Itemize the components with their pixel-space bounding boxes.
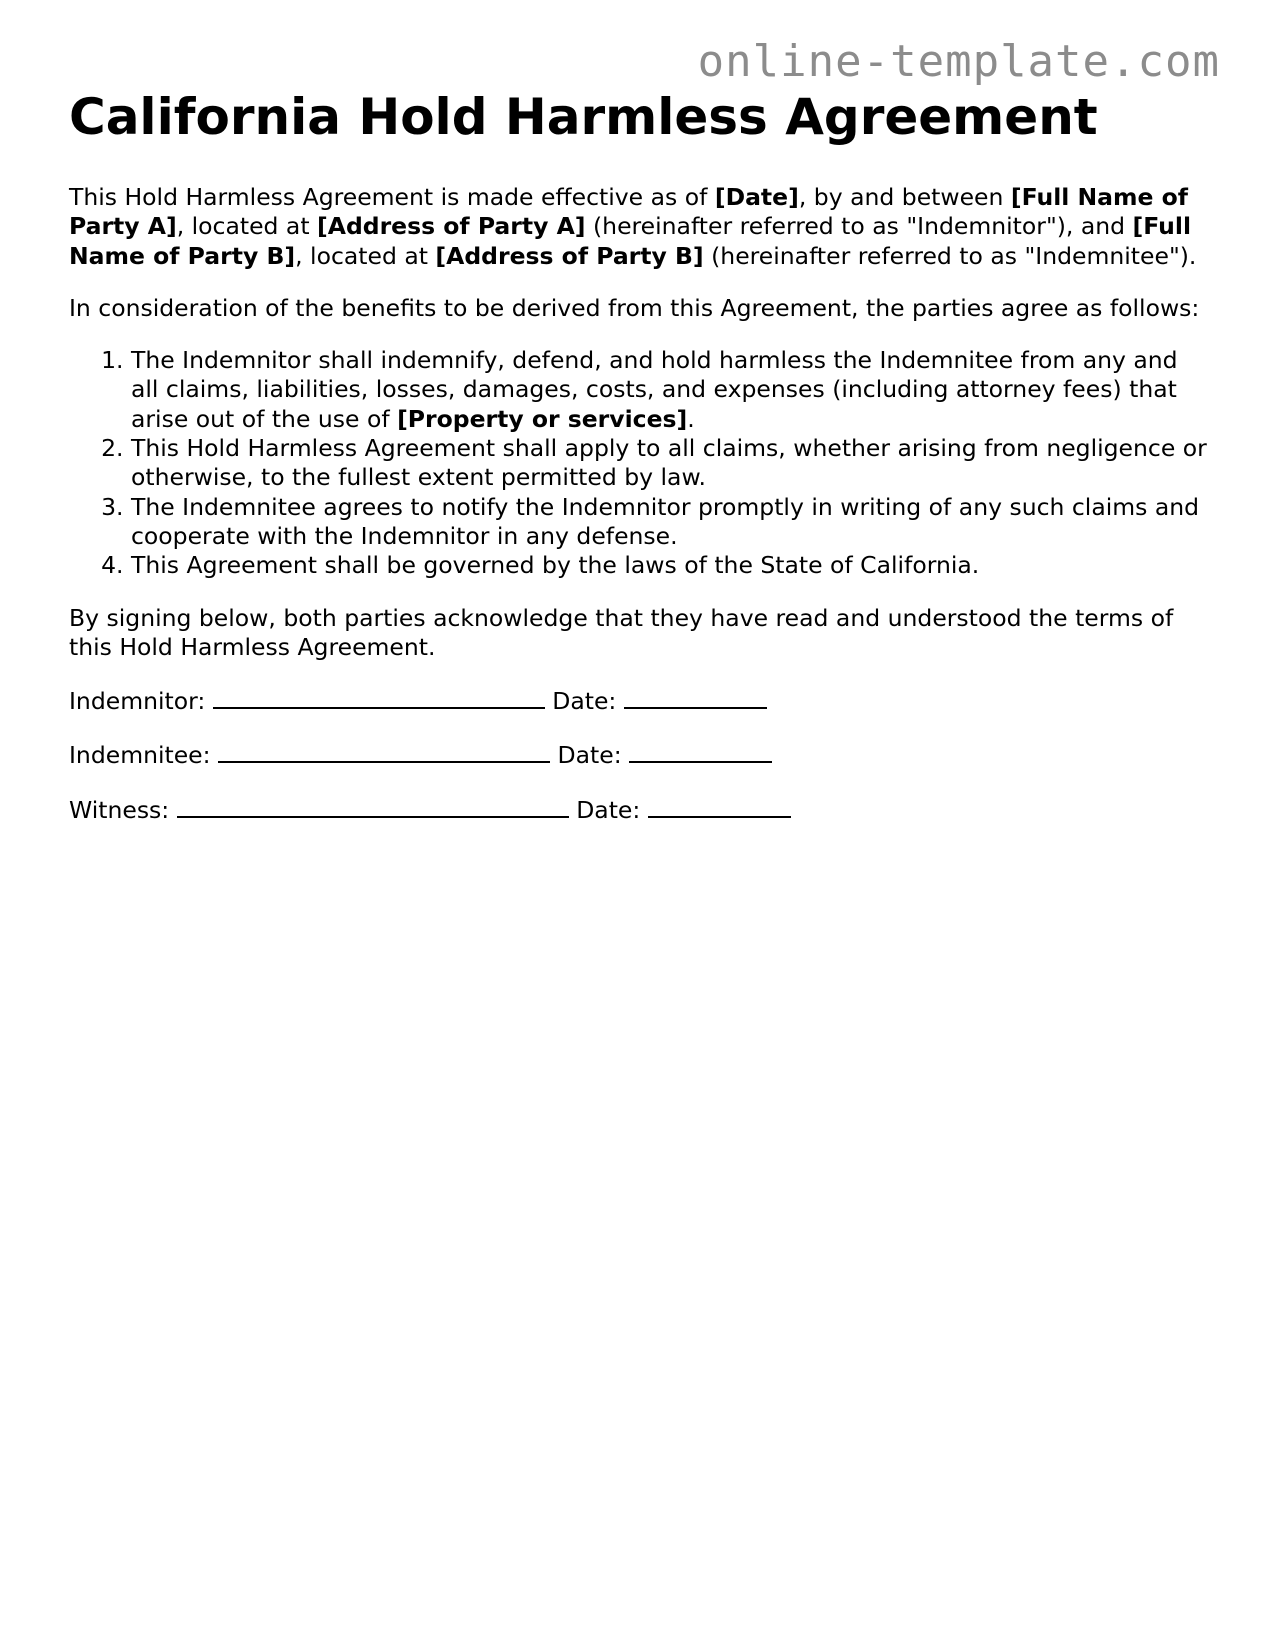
- clause-item: [131, 346, 1209, 434]
- intro-text: (hereinafter referred to as "Indemnitee").: [703, 241, 1197, 270]
- document-title: California Hold Harmless Agreement: [69, 88, 1098, 146]
- date-placeholder: [Date]: [714, 183, 799, 211]
- witness-signature-line: [69, 794, 1209, 825]
- document-page: [69, 88, 1209, 825]
- clause-item: 4. This Agreement shall be governed by the laws of the State of California.: [131, 551, 1209, 580]
- indemnitor-signature-blank[interactable]: [213, 685, 545, 709]
- indemnitor-label: Indemnitor:: [69, 687, 206, 716]
- witness-date-blank[interactable]: [648, 794, 791, 818]
- party-b-name-placeholder: [Full Name of Party B]: [69, 212, 1192, 270]
- date-label: Date:: [552, 687, 617, 716]
- indemnitee-signature-line: [69, 739, 1209, 770]
- clause-text: The Indemnitor shall indemnify, defend, and hold harmless the Indemnitee from any and all claims, liabilities, losses, damages, costs, and expenses (including attorney fees) that arise out of the use of: [131, 346, 1178, 433]
- indemnitor-signature-line: [69, 685, 1209, 716]
- clause-item: 2. This Hold Harmless Agreement shall apply to all claims, whether arising from negligence or otherwise, to the fullest extent permitted by law.: [131, 434, 1209, 493]
- consideration-paragraph: In consideration of the benefits to be derived from this Agreement, the parties agree as follows:: [69, 293, 1200, 322]
- acknowledgment-paragraph: By signing below, both parties acknowledge that they have read and understood the terms of this Hold Harmless Agreement.: [69, 603, 1174, 661]
- intro-text: (hereinafter referred to as "Indemnitor"), and: [585, 212, 1133, 241]
- intro-text: , located at: [295, 241, 436, 270]
- intro-text: , by and between: [798, 183, 1011, 211]
- intro-paragraph: [69, 183, 1209, 271]
- intro-text: , located at: [176, 212, 318, 241]
- date-label: Date:: [557, 741, 622, 770]
- party-a-name-placeholder: [Full Name of Party A]: [69, 183, 1189, 241]
- property-placeholder: [Property or services]: [397, 404, 688, 433]
- witness-label: Witness:: [69, 795, 170, 824]
- indemnitee-signature-blank[interactable]: [218, 739, 550, 763]
- clause-item: 3. The Indemnitee agrees to notify the Indemnitor promptly in writing of any such claims and cooperate with the Indemnitor in any defense.: [131, 493, 1209, 552]
- watermark: online-template.com: [697, 36, 1220, 87]
- party-a-address-placeholder: [Address of Party A]: [317, 212, 586, 241]
- clause-list: [69, 346, 1209, 580]
- party-b-address-placeholder: [Address of Party B]: [435, 241, 704, 270]
- clause-end: .: [687, 404, 695, 433]
- intro-text: This Hold Harmless Agreement is made effective as of: [69, 183, 715, 211]
- witness-signature-blank[interactable]: [177, 794, 569, 818]
- indemnitor-date-blank[interactable]: [624, 685, 767, 709]
- indemnitee-date-blank[interactable]: [629, 739, 772, 763]
- indemnitee-label: Indemnitee:: [69, 741, 211, 770]
- date-label: Date:: [576, 795, 641, 824]
